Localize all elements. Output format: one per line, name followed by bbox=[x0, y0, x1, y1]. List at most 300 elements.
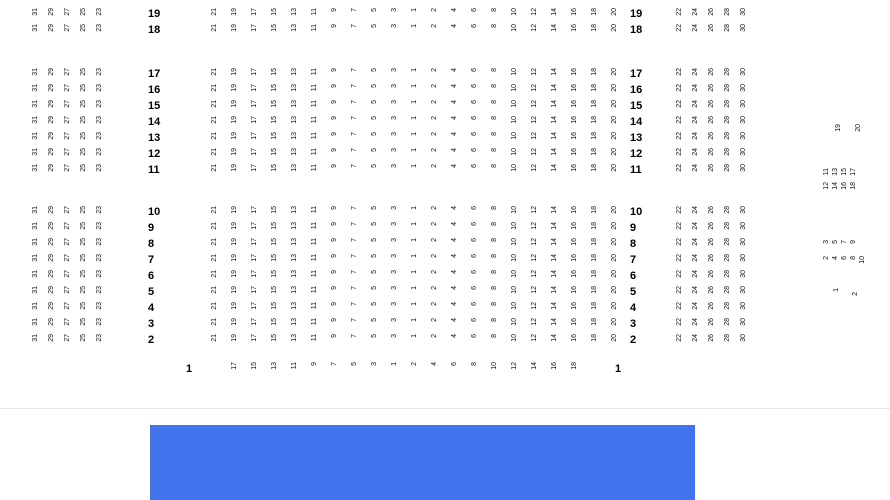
seat-far-right[interactable]: 9 bbox=[850, 240, 857, 244]
seat-center[interactable]: 2 bbox=[431, 334, 438, 338]
seat-center[interactable]: 19 bbox=[231, 164, 238, 172]
seat-center[interactable]: 12 bbox=[531, 238, 538, 246]
seat-left[interactable]: 23 bbox=[96, 318, 103, 326]
seat-right[interactable]: 26 bbox=[708, 302, 715, 310]
seat-left[interactable]: 29 bbox=[48, 222, 55, 230]
seat-center[interactable]: 15 bbox=[271, 222, 278, 230]
seat-left[interactable]: 31 bbox=[32, 286, 39, 294]
seat-right[interactable]: 26 bbox=[708, 8, 715, 16]
seat-left[interactable]: 27 bbox=[64, 334, 71, 342]
seat-right[interactable]: 30 bbox=[740, 206, 747, 214]
seat-center[interactable]: 9 bbox=[331, 164, 338, 168]
seat-left[interactable]: 31 bbox=[32, 164, 39, 172]
seat-center[interactable]: 15 bbox=[271, 68, 278, 76]
seat-right[interactable]: 22 bbox=[676, 238, 683, 246]
seat-center[interactable]: 17 bbox=[251, 8, 258, 16]
seat-center[interactable]: 2 bbox=[431, 84, 438, 88]
seat-center[interactable]: 2 bbox=[431, 100, 438, 104]
seat-right[interactable]: 30 bbox=[740, 238, 747, 246]
seat-center[interactable]: 14 bbox=[551, 8, 558, 16]
seat-center[interactable]: 21 bbox=[211, 222, 218, 230]
seat-center[interactable]: 10 bbox=[511, 24, 518, 32]
seat-center[interactable]: 9 bbox=[331, 270, 338, 274]
seat-center[interactable]: 10 bbox=[511, 318, 518, 326]
seat-left[interactable]: 27 bbox=[64, 132, 71, 140]
seat-center[interactable]: 13 bbox=[291, 238, 298, 246]
seat-right[interactable]: 28 bbox=[724, 116, 731, 124]
seat-center[interactable]: 13 bbox=[291, 24, 298, 32]
seat-center[interactable]: 16 bbox=[571, 116, 578, 124]
seat-center[interactable]: 18 bbox=[591, 84, 598, 92]
seat-left[interactable]: 29 bbox=[48, 254, 55, 262]
seat-center[interactable]: 11 bbox=[311, 164, 318, 172]
seat-center[interactable]: 15 bbox=[271, 164, 278, 172]
seat-center[interactable]: 16 bbox=[571, 270, 578, 278]
seat-left[interactable]: 31 bbox=[32, 206, 39, 214]
seat-center[interactable]: 4 bbox=[451, 302, 458, 306]
seat-center[interactable]: 9 bbox=[331, 238, 338, 242]
seat-center[interactable]: 8 bbox=[491, 334, 498, 338]
seat-right[interactable]: 26 bbox=[708, 132, 715, 140]
seat-center[interactable]: 11 bbox=[311, 116, 318, 124]
seat-center[interactable]: 18 bbox=[591, 286, 598, 294]
seat-center[interactable]: 14 bbox=[551, 254, 558, 262]
seat-center[interactable]: 11 bbox=[311, 84, 318, 92]
seat-right[interactable]: 30 bbox=[740, 84, 747, 92]
seat-center[interactable]: 16 bbox=[571, 206, 578, 214]
seat-center[interactable]: 4 bbox=[451, 238, 458, 242]
seat-center[interactable]: 20 bbox=[611, 286, 618, 294]
seat-center[interactable]: 8 bbox=[491, 206, 498, 210]
seat-left[interactable]: 31 bbox=[32, 318, 39, 326]
seat-center[interactable]: 7 bbox=[351, 238, 358, 242]
seat-center[interactable]: 9 bbox=[331, 132, 338, 136]
seat-center[interactable]: 12 bbox=[531, 302, 538, 310]
seat-center[interactable]: 21 bbox=[211, 84, 218, 92]
seat-center[interactable]: 13 bbox=[291, 148, 298, 156]
seat-right[interactable]: 22 bbox=[676, 270, 683, 278]
seat-center[interactable]: 20 bbox=[611, 222, 618, 230]
seat-center[interactable]: 21 bbox=[211, 254, 218, 262]
seat-center[interactable]: 20 bbox=[611, 334, 618, 342]
seat-center[interactable]: 7 bbox=[351, 68, 358, 72]
seat-center[interactable]: 8 bbox=[491, 148, 498, 152]
seat-right[interactable]: 30 bbox=[740, 222, 747, 230]
seat-center[interactable]: 5 bbox=[371, 148, 378, 152]
seat-right[interactable]: 26 bbox=[708, 334, 715, 342]
seat-center[interactable]: 4 bbox=[451, 164, 458, 168]
seat-center[interactable]: 13 bbox=[291, 318, 298, 326]
seat-center[interactable]: 17 bbox=[251, 318, 258, 326]
seat-center[interactable]: 12 bbox=[531, 334, 538, 342]
seat-right[interactable]: 28 bbox=[724, 254, 731, 262]
seat-left[interactable]: 25 bbox=[80, 24, 87, 32]
seat-left[interactable]: 31 bbox=[32, 334, 39, 342]
seat-center[interactable]: 11 bbox=[311, 68, 318, 76]
seat-left[interactable]: 29 bbox=[48, 270, 55, 278]
seat-center[interactable]: 12 bbox=[531, 8, 538, 16]
seat-center[interactable]: 16 bbox=[571, 100, 578, 108]
seat-right[interactable]: 24 bbox=[692, 334, 699, 342]
seat-far-right[interactable]: 18 bbox=[850, 182, 857, 190]
seat-right[interactable]: 28 bbox=[724, 302, 731, 310]
seat-center[interactable]: 13 bbox=[291, 206, 298, 214]
seat-center[interactable]: 6 bbox=[471, 8, 478, 12]
seat-center[interactable]: 10 bbox=[511, 206, 518, 214]
seat-right[interactable]: 30 bbox=[740, 132, 747, 140]
seat-center[interactable]: 21 bbox=[211, 116, 218, 124]
seat-center[interactable]: 11 bbox=[311, 8, 318, 16]
seat-center[interactable]: 19 bbox=[231, 100, 238, 108]
seat-right[interactable]: 22 bbox=[676, 24, 683, 32]
seat-center[interactable]: 1 bbox=[411, 148, 418, 152]
seat-left[interactable]: 31 bbox=[32, 116, 39, 124]
seat-center[interactable]: 13 bbox=[291, 68, 298, 76]
seat-center[interactable]: 20 bbox=[611, 164, 618, 172]
seat-center[interactable]: 14 bbox=[551, 116, 558, 124]
seat-center[interactable]: 20 bbox=[611, 24, 618, 32]
seat-right[interactable]: 22 bbox=[676, 100, 683, 108]
seat-center[interactable]: 18 bbox=[591, 302, 598, 310]
seat-right[interactable]: 30 bbox=[740, 8, 747, 16]
seat-left[interactable]: 23 bbox=[96, 222, 103, 230]
seat-center[interactable]: 2 bbox=[431, 132, 438, 136]
seat-center[interactable]: 8 bbox=[491, 270, 498, 274]
seat-center[interactable]: 6 bbox=[471, 318, 478, 322]
seat-front-row[interactable]: 18 bbox=[571, 362, 578, 370]
seat-center[interactable]: 2 bbox=[431, 222, 438, 226]
seat-center[interactable]: 17 bbox=[251, 302, 258, 310]
seat-center[interactable]: 11 bbox=[311, 206, 318, 214]
seat-center[interactable]: 14 bbox=[551, 286, 558, 294]
seat-left[interactable]: 27 bbox=[64, 164, 71, 172]
seat-right[interactable]: 22 bbox=[676, 132, 683, 140]
seat-center[interactable]: 21 bbox=[211, 8, 218, 16]
seat-center[interactable]: 13 bbox=[291, 254, 298, 262]
seat-left[interactable]: 31 bbox=[32, 8, 39, 16]
seat-right[interactable]: 22 bbox=[676, 164, 683, 172]
seat-center[interactable]: 2 bbox=[431, 318, 438, 322]
seat-center[interactable]: 20 bbox=[611, 302, 618, 310]
seat-center[interactable]: 18 bbox=[591, 68, 598, 76]
seat-left[interactable]: 29 bbox=[48, 238, 55, 246]
seat-center[interactable]: 5 bbox=[371, 164, 378, 168]
seat-left[interactable]: 25 bbox=[80, 222, 87, 230]
seat-center[interactable]: 2 bbox=[431, 116, 438, 120]
seat-center[interactable]: 11 bbox=[311, 100, 318, 108]
seat-left[interactable]: 31 bbox=[32, 24, 39, 32]
seat-left[interactable]: 25 bbox=[80, 116, 87, 124]
seat-center[interactable]: 14 bbox=[551, 68, 558, 76]
seat-front-row[interactable]: 14 bbox=[531, 362, 538, 370]
seat-right[interactable]: 24 bbox=[692, 238, 699, 246]
seat-center[interactable]: 19 bbox=[231, 24, 238, 32]
seat-center[interactable]: 10 bbox=[511, 8, 518, 16]
seat-front-row[interactable]: 5 bbox=[351, 362, 358, 366]
seat-center[interactable]: 12 bbox=[531, 286, 538, 294]
seat-center[interactable]: 21 bbox=[211, 206, 218, 214]
seat-center[interactable]: 7 bbox=[351, 222, 358, 226]
seat-center[interactable]: 8 bbox=[491, 222, 498, 226]
seat-center[interactable]: 1 bbox=[411, 238, 418, 242]
seat-right[interactable]: 26 bbox=[708, 286, 715, 294]
seat-center[interactable]: 7 bbox=[351, 84, 358, 88]
seat-right[interactable]: 28 bbox=[724, 148, 731, 156]
seat-center[interactable]: 5 bbox=[371, 116, 378, 120]
seat-center[interactable]: 16 bbox=[571, 286, 578, 294]
seat-center[interactable]: 9 bbox=[331, 8, 338, 12]
seat-center[interactable]: 4 bbox=[451, 100, 458, 104]
seat-right[interactable]: 22 bbox=[676, 302, 683, 310]
seat-center[interactable]: 16 bbox=[571, 148, 578, 156]
seat-center[interactable]: 9 bbox=[331, 100, 338, 104]
seat-center[interactable]: 4 bbox=[451, 24, 458, 28]
seat-center[interactable]: 4 bbox=[451, 8, 458, 12]
seat-center[interactable]: 15 bbox=[271, 254, 278, 262]
seat-center[interactable]: 20 bbox=[611, 132, 618, 140]
seat-center[interactable]: 6 bbox=[471, 148, 478, 152]
seat-center[interactable]: 3 bbox=[391, 206, 398, 210]
seat-center[interactable]: 19 bbox=[231, 8, 238, 16]
seat-center[interactable]: 8 bbox=[491, 302, 498, 306]
seat-left[interactable]: 29 bbox=[48, 318, 55, 326]
seat-center[interactable]: 5 bbox=[371, 286, 378, 290]
seat-center[interactable]: 14 bbox=[551, 238, 558, 246]
seat-center[interactable]: 20 bbox=[611, 206, 618, 214]
seat-right[interactable]: 24 bbox=[692, 206, 699, 214]
seat-center[interactable]: 8 bbox=[491, 100, 498, 104]
seat-right[interactable]: 30 bbox=[740, 302, 747, 310]
seat-center[interactable]: 2 bbox=[431, 238, 438, 242]
seat-center[interactable]: 9 bbox=[331, 286, 338, 290]
seat-center[interactable]: 12 bbox=[531, 318, 538, 326]
seat-left[interactable]: 31 bbox=[32, 84, 39, 92]
seat-left[interactable]: 25 bbox=[80, 270, 87, 278]
seat-center[interactable]: 4 bbox=[451, 222, 458, 226]
seat-center[interactable]: 3 bbox=[391, 164, 398, 168]
seat-left[interactable]: 23 bbox=[96, 286, 103, 294]
seat-left[interactable]: 23 bbox=[96, 68, 103, 76]
seat-center[interactable]: 8 bbox=[491, 164, 498, 168]
seat-right[interactable]: 26 bbox=[708, 100, 715, 108]
seat-right[interactable]: 22 bbox=[676, 148, 683, 156]
seat-left[interactable]: 29 bbox=[48, 302, 55, 310]
seat-center[interactable]: 20 bbox=[611, 8, 618, 16]
seat-center[interactable]: 16 bbox=[571, 302, 578, 310]
seat-center[interactable]: 3 bbox=[391, 286, 398, 290]
seat-right[interactable]: 26 bbox=[708, 164, 715, 172]
seat-center[interactable]: 3 bbox=[391, 238, 398, 242]
seat-center[interactable]: 11 bbox=[311, 270, 318, 278]
seat-front-row[interactable]: 9 bbox=[311, 362, 318, 366]
seat-center[interactable]: 9 bbox=[331, 68, 338, 72]
seat-center[interactable]: 8 bbox=[491, 254, 498, 258]
seat-left[interactable]: 27 bbox=[64, 302, 71, 310]
seat-center[interactable]: 9 bbox=[331, 84, 338, 88]
seat-center[interactable]: 3 bbox=[391, 254, 398, 258]
seat-right[interactable]: 24 bbox=[692, 302, 699, 310]
seat-left[interactable]: 25 bbox=[80, 132, 87, 140]
seat-center[interactable]: 2 bbox=[431, 148, 438, 152]
seat-right[interactable]: 22 bbox=[676, 286, 683, 294]
seat-center[interactable]: 6 bbox=[471, 100, 478, 104]
seat-center[interactable]: 10 bbox=[511, 270, 518, 278]
seat-center[interactable]: 5 bbox=[371, 318, 378, 322]
seat-center[interactable]: 18 bbox=[591, 24, 598, 32]
seat-far-right[interactable]: 2 bbox=[852, 292, 859, 296]
seat-left[interactable]: 25 bbox=[80, 318, 87, 326]
seat-front-row[interactable]: 16 bbox=[551, 362, 558, 370]
seat-center[interactable]: 17 bbox=[251, 100, 258, 108]
seat-left[interactable]: 23 bbox=[96, 334, 103, 342]
seat-center[interactable]: 12 bbox=[531, 206, 538, 214]
seat-right[interactable]: 30 bbox=[740, 334, 747, 342]
seat-center[interactable]: 17 bbox=[251, 132, 258, 140]
seat-left[interactable]: 29 bbox=[48, 148, 55, 156]
seat-center[interactable]: 19 bbox=[231, 116, 238, 124]
seat-center[interactable]: 8 bbox=[491, 238, 498, 242]
seat-center[interactable]: 3 bbox=[391, 100, 398, 104]
seat-center[interactable]: 18 bbox=[591, 100, 598, 108]
seat-center[interactable]: 10 bbox=[511, 116, 518, 124]
seat-center[interactable]: 13 bbox=[291, 8, 298, 16]
seat-left[interactable]: 23 bbox=[96, 84, 103, 92]
seat-center[interactable]: 17 bbox=[251, 68, 258, 76]
seat-center[interactable]: 1 bbox=[411, 318, 418, 322]
seat-right[interactable]: 30 bbox=[740, 270, 747, 278]
seat-center[interactable]: 9 bbox=[331, 334, 338, 338]
seat-left[interactable]: 29 bbox=[48, 206, 55, 214]
seat-right[interactable]: 26 bbox=[708, 238, 715, 246]
seat-center[interactable]: 21 bbox=[211, 24, 218, 32]
seat-center[interactable]: 21 bbox=[211, 164, 218, 172]
seat-left[interactable]: 31 bbox=[32, 100, 39, 108]
seat-center[interactable]: 5 bbox=[371, 206, 378, 210]
seat-left[interactable]: 27 bbox=[64, 68, 71, 76]
seat-center[interactable]: 15 bbox=[271, 8, 278, 16]
seat-center[interactable]: 14 bbox=[551, 302, 558, 310]
seat-center[interactable]: 3 bbox=[391, 84, 398, 88]
seat-left[interactable]: 27 bbox=[64, 222, 71, 230]
seat-left[interactable]: 31 bbox=[32, 68, 39, 76]
seat-left[interactable]: 25 bbox=[80, 100, 87, 108]
seat-center[interactable]: 12 bbox=[531, 148, 538, 156]
seat-center[interactable]: 5 bbox=[371, 132, 378, 136]
seat-right[interactable]: 30 bbox=[740, 68, 747, 76]
seat-center[interactable]: 21 bbox=[211, 132, 218, 140]
seat-far-right[interactable]: 4 bbox=[832, 256, 839, 260]
seat-center[interactable]: 12 bbox=[531, 270, 538, 278]
seat-left[interactable]: 25 bbox=[80, 148, 87, 156]
seat-center[interactable]: 18 bbox=[591, 254, 598, 262]
seat-center[interactable]: 13 bbox=[291, 84, 298, 92]
seat-center[interactable]: 16 bbox=[571, 164, 578, 172]
seat-right[interactable]: 24 bbox=[692, 254, 699, 262]
seat-right[interactable]: 24 bbox=[692, 116, 699, 124]
seat-left[interactable]: 23 bbox=[96, 302, 103, 310]
seat-center[interactable]: 11 bbox=[311, 132, 318, 140]
seat-center[interactable]: 20 bbox=[611, 238, 618, 246]
seat-center[interactable]: 2 bbox=[431, 270, 438, 274]
seat-right[interactable]: 24 bbox=[692, 84, 699, 92]
seat-center[interactable]: 15 bbox=[271, 132, 278, 140]
seat-center[interactable]: 15 bbox=[271, 100, 278, 108]
seat-right[interactable]: 28 bbox=[724, 206, 731, 214]
seat-center[interactable]: 11 bbox=[311, 24, 318, 32]
seat-center[interactable]: 11 bbox=[311, 286, 318, 294]
seat-left[interactable]: 29 bbox=[48, 8, 55, 16]
seat-center[interactable]: 19 bbox=[231, 334, 238, 342]
seat-center[interactable]: 14 bbox=[551, 100, 558, 108]
seat-center[interactable]: 10 bbox=[511, 132, 518, 140]
seat-center[interactable]: 10 bbox=[511, 238, 518, 246]
seat-left[interactable]: 31 bbox=[32, 254, 39, 262]
seat-center[interactable]: 4 bbox=[451, 148, 458, 152]
seat-center[interactable]: 14 bbox=[551, 132, 558, 140]
seat-center[interactable]: 17 bbox=[251, 206, 258, 214]
seat-far-right[interactable]: 1 bbox=[833, 288, 840, 292]
seat-center[interactable]: 14 bbox=[551, 206, 558, 214]
seat-far-right[interactable]: 13 bbox=[832, 168, 839, 176]
seat-right[interactable]: 26 bbox=[708, 148, 715, 156]
seat-right[interactable]: 28 bbox=[724, 68, 731, 76]
seat-front-row[interactable]: 11 bbox=[291, 362, 298, 370]
seat-center[interactable]: 1 bbox=[411, 222, 418, 226]
seat-center[interactable]: 13 bbox=[291, 132, 298, 140]
seat-center[interactable]: 12 bbox=[531, 24, 538, 32]
seat-center[interactable]: 18 bbox=[591, 270, 598, 278]
seat-left[interactable]: 27 bbox=[64, 116, 71, 124]
seat-center[interactable]: 12 bbox=[531, 164, 538, 172]
seat-center[interactable]: 14 bbox=[551, 270, 558, 278]
seat-right[interactable]: 24 bbox=[692, 8, 699, 16]
seat-center[interactable]: 2 bbox=[431, 68, 438, 72]
seat-center[interactable]: 2 bbox=[431, 302, 438, 306]
seat-center[interactable]: 12 bbox=[531, 68, 538, 76]
seat-front-row[interactable]: 4 bbox=[431, 362, 438, 366]
seat-center[interactable]: 15 bbox=[271, 334, 278, 342]
seat-center[interactable]: 20 bbox=[611, 100, 618, 108]
seat-center[interactable]: 7 bbox=[351, 270, 358, 274]
seat-left[interactable]: 23 bbox=[96, 164, 103, 172]
seat-center[interactable]: 16 bbox=[571, 254, 578, 262]
seat-left[interactable]: 23 bbox=[96, 24, 103, 32]
seat-center[interactable]: 18 bbox=[591, 334, 598, 342]
seat-center[interactable]: 9 bbox=[331, 116, 338, 120]
seat-center[interactable]: 4 bbox=[451, 318, 458, 322]
seat-right[interactable]: 24 bbox=[692, 24, 699, 32]
seat-right[interactable]: 26 bbox=[708, 68, 715, 76]
seat-center[interactable]: 5 bbox=[371, 302, 378, 306]
seat-center[interactable]: 19 bbox=[231, 254, 238, 262]
seat-center[interactable]: 19 bbox=[231, 302, 238, 310]
seat-center[interactable]: 16 bbox=[571, 68, 578, 76]
seat-center[interactable]: 19 bbox=[231, 132, 238, 140]
seat-center[interactable]: 11 bbox=[311, 148, 318, 156]
seat-center[interactable]: 13 bbox=[291, 116, 298, 124]
seat-center[interactable]: 11 bbox=[311, 254, 318, 262]
seat-center[interactable]: 21 bbox=[211, 148, 218, 156]
seat-front-row[interactable]: 12 bbox=[511, 362, 518, 370]
seat-center[interactable]: 4 bbox=[451, 206, 458, 210]
seat-center[interactable]: 5 bbox=[371, 24, 378, 28]
seat-center[interactable]: 16 bbox=[571, 24, 578, 32]
seat-center[interactable]: 12 bbox=[531, 100, 538, 108]
seat-center[interactable]: 10 bbox=[511, 164, 518, 172]
seat-right[interactable]: 28 bbox=[724, 238, 731, 246]
seat-left[interactable]: 25 bbox=[80, 8, 87, 16]
seat-front-row[interactable]: 13 bbox=[271, 362, 278, 370]
